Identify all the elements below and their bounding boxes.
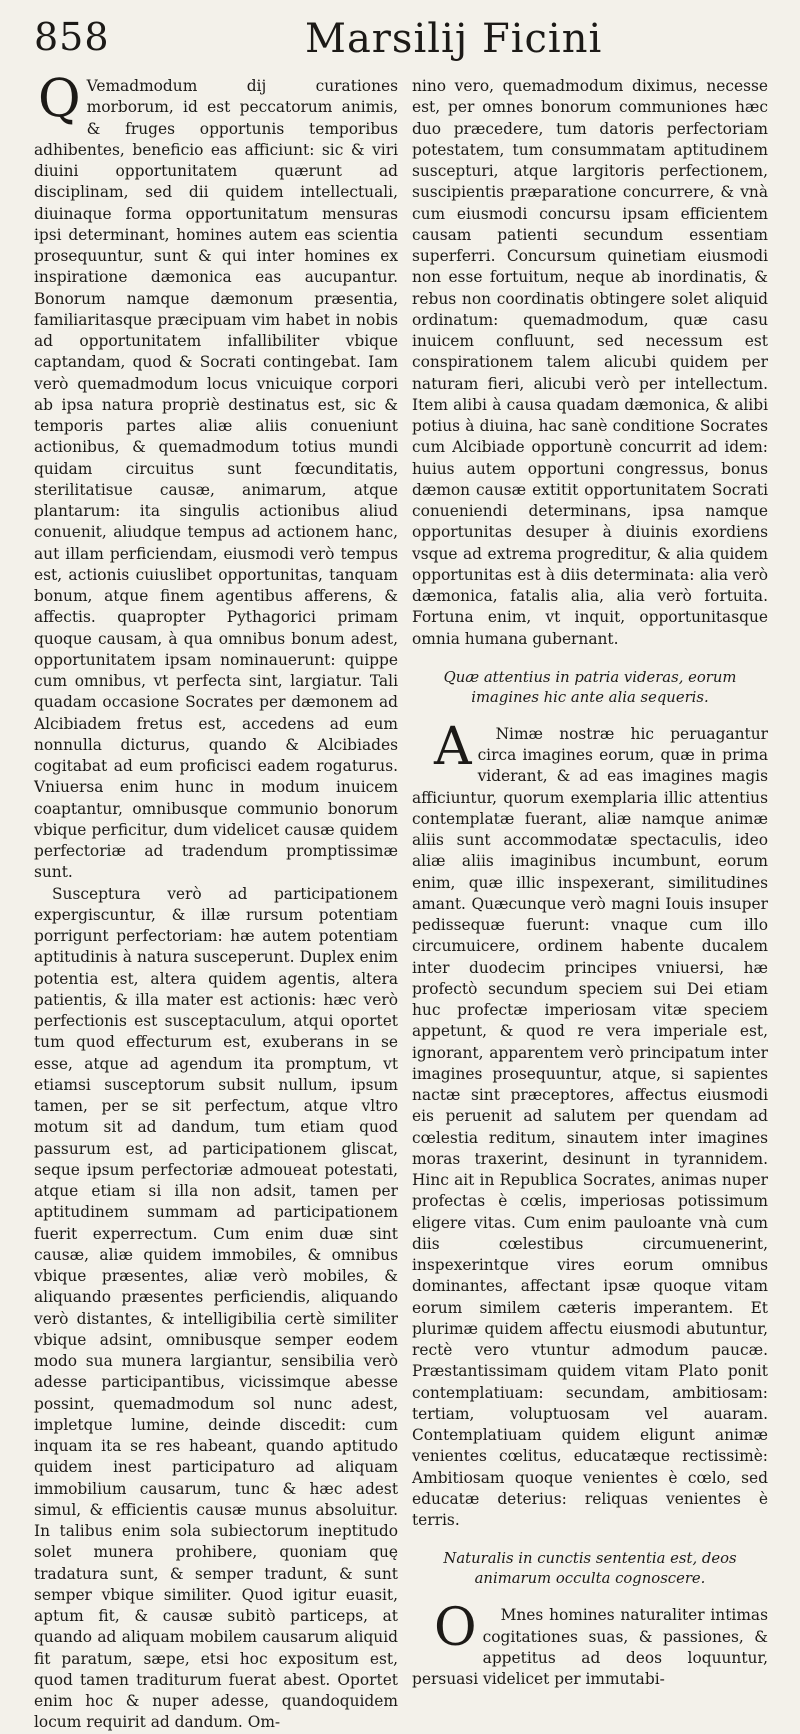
drop-cap-initial: Q bbox=[38, 69, 81, 129]
paragraph-text: nino vero, quemadmodum diximus, necesse est, per omnes bonorum communiones hæc duo præcedere, tum datoris perfectoriam potestatem, tum consummatam aptitudinem suscepturi, atque largitoris perfectionem, suscipientis præparatione concurrere, & vnà cum eiusmodi concursu ipsam efficientem causam patienti secundum essentiam superferri. Concursum quinetiam eiusmodi non esse fortuitum, neque ab inordinatis, & rebus non coordinatis obtingere solet aliquid ordinatum: quemadmodum, quæ casu inuicem confluunt, sed necessum est conspirationem talem alicubi quidem per naturam fieri, alicubi verò per intellectum. Item alibi à causa quadam dæmonica, & alibi potius à diuina, hac sanè conditione Socrates cum Alcibiade opportunè concurrit ad idem: huius autem opportuni congressus, bonus dæmon causæ extitit opportunitatem Socrati conueniendi determinans, ipsa namque opportunitas desuper à diuinis exordiens vsque ad extrema progreditur, & alia quidem opportunitas est à diis determinata: alia verò dæmonica, fatalis alia, alia verò fortuita. Fortuna enim, vt inquit, opportunitasque omnia humana gubernant. bbox=[412, 77, 768, 648]
drop-cap-initial: A bbox=[434, 716, 472, 777]
section-heading-1: Quæ attentius in patria videras, eorum imagines hic ante alia sequeris. bbox=[443, 668, 737, 706]
paragraph-text: Mnes homines naturaliter intimas cogitationes suas, & passiones, & appetitus ad deos loquuntur, persuasi videlicet per immutabi- bbox=[412, 1606, 768, 1688]
right-column bbox=[412, 76, 768, 1690]
right-paragraph-3 bbox=[412, 1598, 768, 1690]
right-paragraph-2 bbox=[412, 716, 768, 1532]
left-paragraph-2 bbox=[34, 884, 398, 1734]
right-paragraph-1 bbox=[412, 76, 768, 650]
left-column bbox=[34, 69, 398, 1734]
paragraph-text: Vemadmodum dij curationes morborum, id est peccatorum animis, & fruges opportunis temporibus adhibentes, beneficio eas afficiunt: sic & viri diuini opportunitatem quærunt ad disciplinam, sed dii quidem intellectuali, diuinaque forma opportunitatum mensuras ipsi determinant, homines autem eas scientia prosequuntur, sunt & qui inter homines ex inspiratione dæmonica eas aucupantur. Bonorum namque dæmonum præsentia, familiaritasque præcipuam vim habet in nobis ad opportunitatem infallibiliter vbique captandam, quod & Socrati contingebat. Iam verò quemadmodum locus vnicuique corpori ab ipsa natura propriè destinatus est, sic & temporis partes aliæ aliis conueniunt actionibus, & quemadmodum totius mundi quidam circuitus sunt fœcunditatis, sterilitatisue causæ, animarum, atque plantarum: ita singulis actionibus aliud conuenit, aliudque tempus ad actionem hanc, aut illam perficiendam, eiusmodi verò tempus est, actionis cuiuslibet opportunitas, tanquam bonum, atque finem agentibus afferens, & affectis. quapropter Pythagorici primam quoque causam, à qua omnibus bonum adest, opportunitatem ipsam nominauerunt: quippe cum omnibus, vt perfecta sint, largiatur. Tali quadam occasione Socrates per dæmonem ad Alcibiadem fretus est, accedens ad eum nonnulla dicturus, quando & Alcibiades cogitabat ad eum proficisci eadem rogaturus. Vniuersa enim hunc in modum inuicem coaptantur, omnibusque communio bonorum vbique perficitur, dum videlicet causæ quidem perfectoriæ ad tradendum promptissimæ sunt. bbox=[34, 77, 398, 882]
page-number: 858 bbox=[34, 15, 110, 59]
drop-cap-initial: O bbox=[434, 1598, 477, 1659]
left-paragraph-1 bbox=[34, 69, 398, 884]
section-heading-2: Naturalis in cunctis sententia est, deos animarum occulta cognoscere. bbox=[443, 1550, 737, 1588]
paragraph-text: Susceptura verò ad participationem expergiscuntur, & illæ rursum potentiam porrigunt perfectoriam: hæ autem potentiam aptitudinis à natura susceperunt. Duplex enim potentia est, altera quidem agentis, altera patientis, & illa mater est actionis: hæc verò perfectionis est susceptaculum, atqui oportet tum quod effecturum est, exuberans in se esse, atque ad agendum ita promptum, vt etiamsi susceptorum subsit nullum, ipsum tamen, per se sit perfectum, atque vltro motum sit ad dandum, tum etiam quod passurum est, ad participationem gliscat, seque ipsum perfectoriæ admoueat potestati, atque etiam si illa non adsit, tamen per aptitudinem summam ad participationem fuerit experrectum. Cum enim duæ sint causæ, aliæ quidem immobiles, & omnibus vbique præsentes, aliæ verò mobiles, & aliquando præsentes perficiendis, aliquando verò distantes, & intelligibilia certè similiter vbique adsint, omnibusque semper eodem modo sua munera largiantur, sensibilia verò adesse participantibus, vicissimque abesse possint, quemadmodum sol nunc adest, impletque lumine, deinde discedit: cum inquam ita se res habeant, quando aptitudo quidem inest participaturo ad aliquam immobilium causarum, tunc & hæc adest simul, & efficientis causæ munus absoluitur. In talibus enim sola subiectorum ineptitudo solet munera prohibere, quoniam quę tradatura sunt, & semper tradunt, & sunt semper vbique similiter. Quod igitur euasit, aptum fit, & causæ subitò particeps, at quando ad aliquam mobilem causarum aliquid fit paratum, sæpe, etsi hoc expositum est, quod tamen traditurum fuerat abest. Oportet enim hoc & nuper adesse, quandoquidem locum requirit ad dandum. Om- bbox=[34, 884, 398, 1732]
running-head: Marsilij Ficini bbox=[305, 16, 603, 62]
paragraph-text: Nimæ nostræ hic peruagantur circa imagines eorum, quæ in prima viderant, & ad eas imagines magis afficiuntur, quorum exemplaria illic attentius contemplatæ fuerant, aliæ namque animæ aliis sunt accommodatæ spectaculis, ideo aliæ aliis imaginibus incumbunt, eorum enim, quæ illic inspexerant, similitudines amant. Quæcunque verò magni Iouis insuper pedissequæ fuerunt: vnaque cum illo circumuicere, ordinem habente ducalem inter duodecim principes vniuersi, hæ profectò secundum speciem sui Dei etiam huc profectæ imperiosam vitæ speciem appetunt, & quod re vera imperiale est, ignorant, apparentem verò principatum inter imagines prosequuntur, atque, si sapientes nactæ sint præceptores, affectus eiusmodi eis peruenit ad salutem per quendam ad cœlestia reditum, sinautem inter imagines moras traxerint, desinunt in tyrannidem. Hinc ait in Republica Socrates, animas nuper profectas è cœlis, imperiosas potissimum eligere vitas. Cum enim pauloante vnà cum diis cœlestibus circumuenerint, inspexerintque vires eorum omnibus dominantes, affectant ipsæ quoque vitam eorum similem cæteris imperantem. Et plurimæ quidem affectu eiusmodi abutuntur, rectè vero vtuntur admodum paucæ. Præstantissimam quidem vitam Plato ponit contemplatiuam: secundam, ambitiosam: tertiam, voluptuosam vel auaram. Contemplatiuam quidem eligunt animæ venientes cœlitus, educatæque rectissimè: Ambitiosam quoque venientes è cœlo, sed educatæ deterius: reliquas venientes è terris. bbox=[412, 724, 768, 1529]
